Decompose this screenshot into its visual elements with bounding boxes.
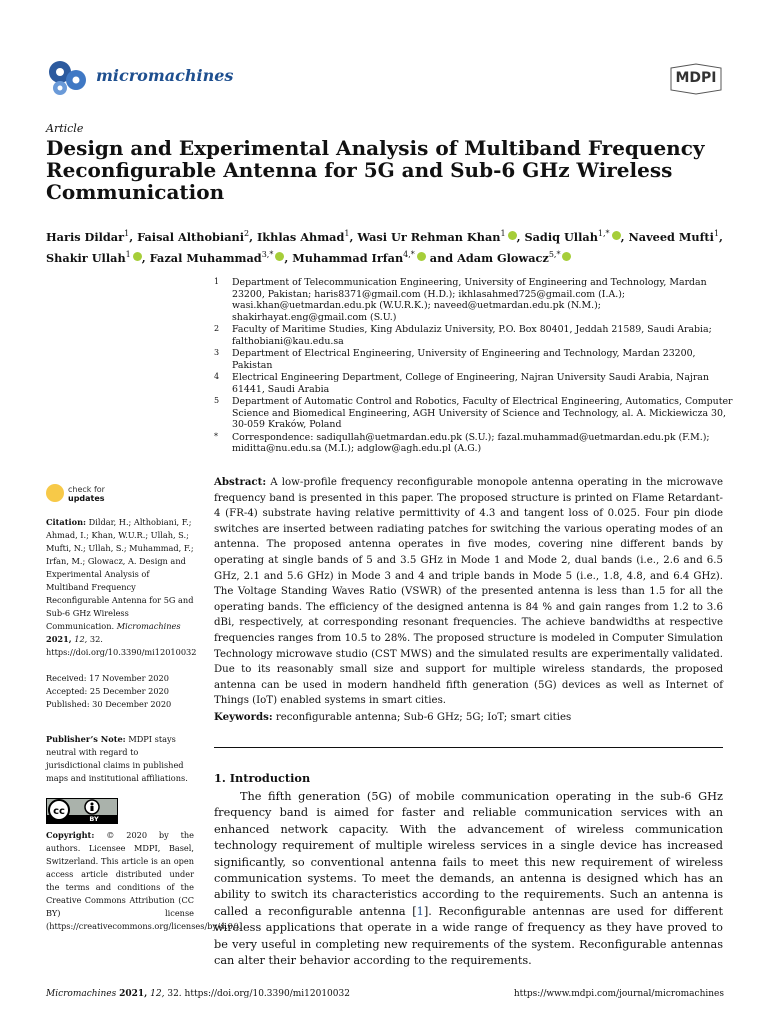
author-affiliation-marker: 5,* bbox=[548, 249, 561, 259]
cc-by-license-badge[interactable] bbox=[46, 798, 118, 824]
affiliation-item bbox=[214, 372, 734, 395]
author-list: Haris Dildar$^1$, Faisal Althobiani$^2$, Ikhlas Ahmad$^1$, Wasi Ur Rehman Khan$^1$ , Sadiq Ullah$^{1,*}$ , Naveed Mufti$^1$, Shakir Ullah$^1$ , Fazal Muhammad$^{3,*}$ , Muhammad Irfan$^{4,*}$ and Adam Glowacz$^{5,*}$ bbox=[46, 229, 723, 265]
publication-dates bbox=[46, 672, 194, 711]
affiliation-item bbox=[214, 432, 734, 455]
keywords: Keywords: reconfigurable antenna; Sub-6 GHz; 5G; IoT; smart cities bbox=[214, 711, 572, 723]
footer-journal-url[interactable]: https://www.mdpi.com/journal/micromachines bbox=[513, 989, 724, 999]
affiliation-number: 1 bbox=[214, 277, 220, 286]
affiliation-text: Faculty of Maritime Studies, King Abdulaziz University, P.O. Box 80401, Jeddah 21589, Saudi Arabia; falthobiani@kau.edu.sa bbox=[232, 324, 712, 347]
footer-citation: Micromachines 2021, 12, 32. https://doi.org/10.3390/mi12010032 bbox=[46, 989, 350, 999]
author-name: Wasi Ur Rehman Khan bbox=[357, 229, 501, 244]
orcid-icon[interactable] bbox=[133, 252, 142, 261]
check-updates-text: check for updates bbox=[68, 485, 105, 503]
affiliation-number: * bbox=[214, 431, 218, 441]
author-name: Muhammad Irfan bbox=[292, 250, 404, 265]
affiliation-number: 3 bbox=[214, 348, 220, 357]
abstract: Abstract: A low-profile frequency reconfigurable monopole antenna operating in the microwave frequency band is presented in this paper. The proposed structure is printed on Flame Retardant-4 (FR-4) substrate having relative permittivity of 4.3 and tangent loss of 0.025. Four pin diode switches are inserted between radiating patches for switching the various operating modes of an antenna. The proposed antenna operates in five modes, covering nine different bands by operating at single bands of 5 and 3.5 GHz in Mode 1 and Mode 2, dual bands (i.e., 2.6 and 6.5 GHz, 2.1 and 5.6 GHz) in Mode 3 and 4 and triple bands in Mode 5 (i.e., 1.8, 4.8, and 6.4 GHz). The Voltage Standing Waves Ratio (VSWR) of the presented antenna is less than 1.5 for all the operating bands. The efficiency of the designed antenna is 84 % and gain ranges from 1.2 to 3.6 dBi, respectively, at corresponding resonant frequencies. The achieve bandwidths at respective frequencies ranges from 10.5 to 28%. The proposed structure is modeled in Computer Simulation Technology microwave studio (CST MWS) and the simulated results are experimentally validated. Due to its reasonably small size and support for multiple wireless standards, the proposed antenna can be used in modern handheld fifth generation (5G) devices as well as Internet of Things (IoT) enabled systems in smart cities. bbox=[214, 476, 723, 707]
journal-name[interactable]: micromachines bbox=[96, 66, 234, 85]
author-affiliation-marker: 1 bbox=[125, 249, 131, 259]
author-name: Shakir Ullah bbox=[46, 250, 126, 265]
affiliation-text: Department of Telecommunication Engineering, University of Engineering and Technology, Mardan 23200, Pakistan; haris8371@gmail.com (H.D.); ikhlasahmed725@gmail.com (I.A.); wasi.khan@uetmardan.edu.pk (W.U.R.K.); naveed@uetmardan.edu.pk (N.M.); shakirhayat.eng@gmail.com (S.U.) bbox=[232, 277, 707, 323]
author-affiliation-marker: 1 bbox=[713, 229, 720, 238]
orcid-icon[interactable] bbox=[508, 231, 517, 240]
orcid-icon[interactable] bbox=[612, 231, 621, 240]
check-for-updates-badge[interactable] bbox=[46, 484, 126, 504]
affiliation-item bbox=[214, 348, 734, 371]
check-updates-icon bbox=[46, 484, 64, 502]
affiliation-item bbox=[214, 396, 734, 431]
author-affiliation-marker: 1 bbox=[344, 229, 350, 238]
section-heading-introduction: 1. Introduction bbox=[214, 771, 311, 785]
mdpi-logo[interactable] bbox=[667, 62, 725, 96]
svg-text:cc: cc bbox=[53, 806, 65, 817]
affiliation-number: 5 bbox=[214, 396, 220, 405]
orcid-icon[interactable] bbox=[275, 252, 284, 261]
author-name: Ikhlas Ahmad bbox=[257, 229, 345, 244]
orcid-icon[interactable] bbox=[417, 252, 426, 261]
author-name: Sadiq Ullah bbox=[524, 229, 598, 244]
affiliation-text: Department of Automatic Control and Robotics, Faculty of Electrical Engineering, Automatics, Computer Science and Biomedical Engineering, AGH University of Science and Technology, al. A. Mickiewicza 30, 30-059 Kraków, Poland bbox=[232, 396, 733, 430]
author-name: Faisal Althobiani bbox=[137, 229, 245, 244]
author-name: Adam Glowacz bbox=[457, 250, 549, 265]
author-affiliation-marker: 1 bbox=[500, 229, 506, 238]
micromachines-logo-icon[interactable] bbox=[46, 58, 90, 96]
author-affiliation-marker: 1 bbox=[124, 229, 130, 238]
author-name: Naveed Mufti bbox=[628, 229, 714, 244]
received-date: Received: 17 November 2020 bbox=[46, 673, 169, 683]
article-type-label: Article bbox=[46, 122, 84, 135]
publisher-note: Publisher’s Note: MDPI stays neutral with regard to jurisdictional claims in published maps and institutional affiliations. bbox=[46, 734, 188, 783]
affiliation-number: 2 bbox=[214, 324, 220, 333]
affiliation-text: Correspondence: sadiqullah@uetmardan.edu.pk (S.U.); fazal.muhammad@uetmardan.edu.pk (F.M.); miditta@nu.edu.sa (M.I.); adglow@agh.edu.pl (A.G.) bbox=[232, 431, 710, 454]
affiliation-number: 4 bbox=[214, 372, 220, 381]
published-date: Published: 30 December 2020 bbox=[46, 699, 172, 709]
copyright-notice: Copyright: © 2020 by the authors. Licensee MDPI, Basel, Switzerland. This article is an open access article distributed under the terms and conditions of the Creative Commons Attribution (CC BY) license (https://creativecommons.org/licenses/by/4.0/). bbox=[46, 830, 242, 931]
article-title: Design and Experimental Analysis of Multiband Frequency Reconfigurable Antenna for 5G and Sub-6 GHz Wireless Communication bbox=[46, 136, 705, 204]
license-badge-label: BY bbox=[89, 815, 99, 823]
affiliation-text: Electrical Engineering Department, College of Engineering, Najran University Saudi Arabia, Najran 61441, Saudi Arabia bbox=[232, 372, 709, 395]
affiliation-item bbox=[214, 277, 734, 323]
author-affiliation-marker: 1,* bbox=[597, 229, 610, 238]
author-affiliation-marker: 2 bbox=[244, 229, 250, 238]
section-divider bbox=[214, 747, 723, 748]
author-affiliation-marker: 3,* bbox=[261, 249, 274, 259]
author-name: Haris Dildar bbox=[46, 229, 125, 244]
affiliation-text: Department of Electrical Engineering, University of Engineering and Technology, Mardan 23200, Pakistan bbox=[232, 348, 696, 371]
affiliation-item bbox=[214, 324, 734, 347]
citation-block: Citation: Dildar, H.; Althobiani, F.; Ahmad, I.; Khan, W.U.R.; Ullah, S.; Mufti, N.; Ullah, S.; Muhammad, F.; Irfan, M.; Glowacz, A. Design and Experimental Analysis of Multiband Frequency Reconfigurable Antenna for 5G and Sub-6 GHz Wireless Communication. Micromachines 2021, 12, 32. https://doi.org/10.3390/mi12010032 bbox=[46, 517, 197, 657]
affiliation-list bbox=[214, 277, 734, 456]
introduction-paragraph: The fifth generation (5G) of mobile communication operating in the sub-6 GHz frequency band is aimed for faster and reliable communication services with an enhanced network capacity. With the advancement of wireless communication technology requirement of multiple wireless services in a single device has increased significantly, so conventional antenna fails to meet this new requirement of wireless communication systems. To meet the demands, an antenna is designed which has an ability to switch its characteristics according to the requirements. Such an antenna is called a reconfigurable antenna [1]. Reconfigurable antennas are used for different wireless applications that operate in a wide range of frequency as they have proved to be very useful in completing new requirements of the system. Reconfigurable antennas can alter their behavior according to the requirements. bbox=[214, 790, 723, 968]
mdpi-wordmark: MDPI bbox=[675, 70, 717, 86]
author-name: Fazal Muhammad bbox=[149, 250, 262, 265]
reference-link[interactable]: 1 bbox=[416, 904, 424, 918]
orcid-icon[interactable] bbox=[562, 252, 571, 261]
accepted-date: Accepted: 25 December 2020 bbox=[46, 686, 169, 696]
author-affiliation-marker: 4,* bbox=[403, 249, 415, 259]
